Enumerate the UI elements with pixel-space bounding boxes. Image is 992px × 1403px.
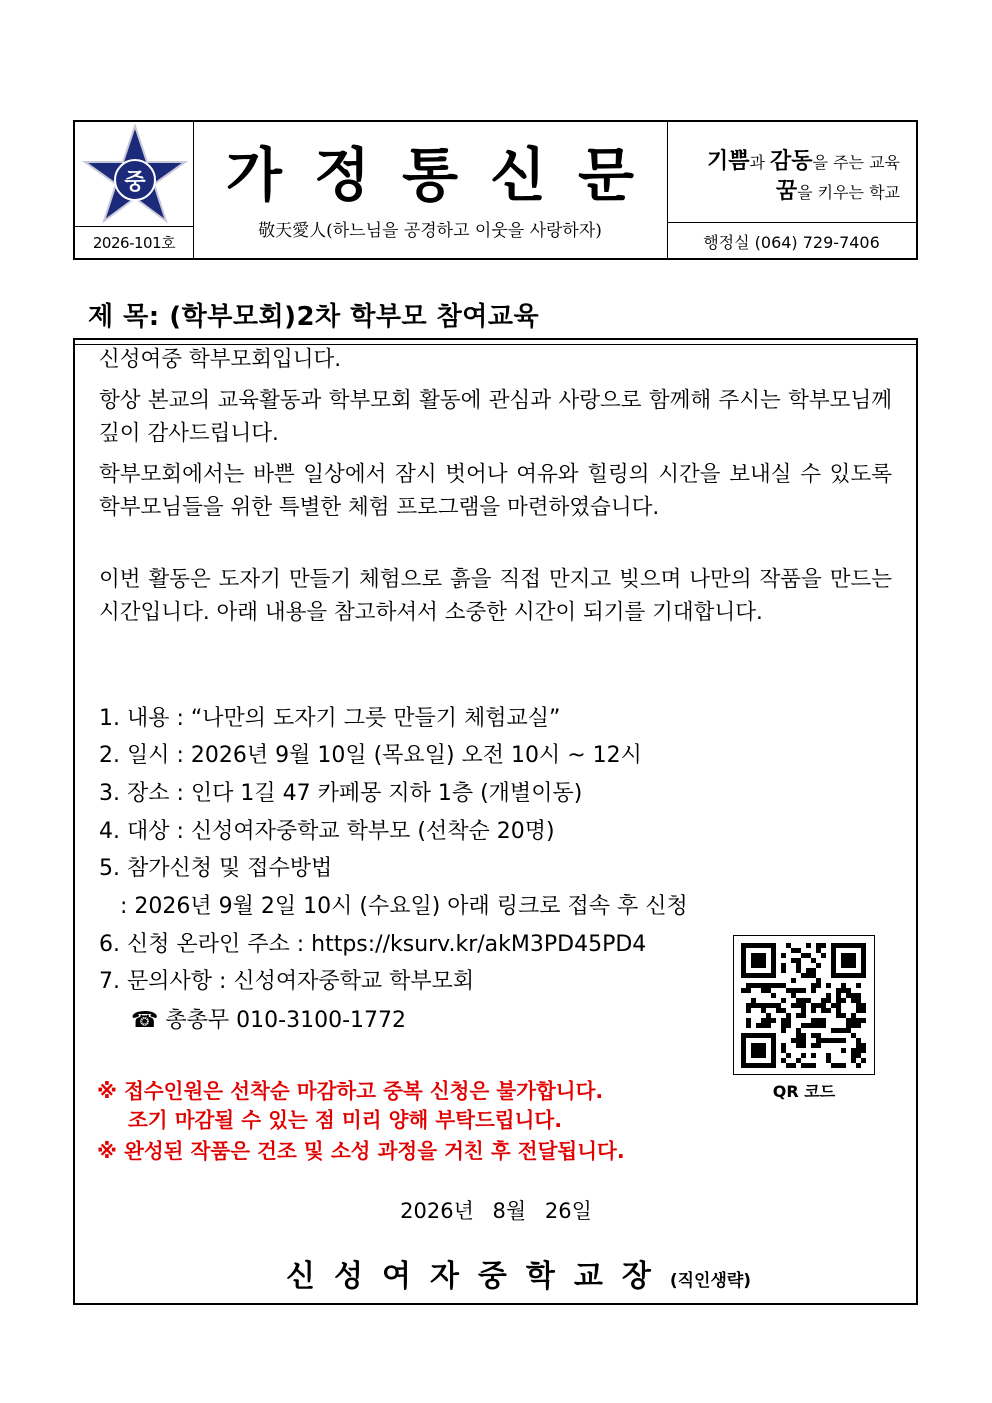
greeting: 신성여중 학부모회입니다.	[99, 347, 342, 372]
qr-code[interactable]	[733, 935, 875, 1075]
slogan-line-2-tail: 을 키우는 학교	[797, 183, 900, 202]
paragraph-1: 항상 본교의 교육활동과 학부모회 활동에 관심과 사랑으로 함께해 주시는 학부모님께 깊이 감사드립니다.	[99, 388, 892, 446]
slogan-cell	[667, 122, 916, 222]
list-item-online-address[interactable]: 6. 신청 온라인 주소 : https://ksurv.kr/akM3PD45PD4	[99, 932, 647, 957]
header-box	[73, 120, 918, 260]
paragraph-3: 이번 활동은 도자기 만들기 체험으로 흙을 직접 만지고 빚으며 나만의 작품을 만드는 시간입니다. 아래 내용을 참고하셔서 소중한 시간이 되기를 기대합니다.	[99, 567, 892, 625]
list-item-target: 4. 대상 : 신성여자중학교 학부모 (선착순 20명)	[99, 819, 555, 844]
list-item-inquiry: 7. 문의사항 : 신성여자중학교 학부모회	[99, 969, 475, 994]
slogan-line-2	[776, 174, 900, 205]
qr-label: QR 코드	[772, 1082, 836, 1101]
logo-cell	[75, 122, 194, 258]
notice-2: ※ 완성된 작품은 건조 및 소성 과정을 거친 후 전달됩니다.	[97, 1139, 625, 1163]
seal-note: (직인생략)	[669, 1271, 752, 1291]
slogan-line-1-tail: 을 주는 교육	[812, 153, 900, 172]
list-item-application: 5. 참가신청 및 접수방법	[99, 856, 333, 881]
slogan-line-1	[707, 144, 900, 175]
qr-code-icon	[734, 936, 873, 1073]
list-item-application-detail: : 2026년 9월 2일 10시 (수요일) 아래 링크로 접속 후 신청	[120, 894, 688, 919]
contact-phone: ☎ 총총무 010-3100-1772	[131, 1008, 406, 1033]
list-item-content: 1. 내용 : “나만의 도자기 그릇 만들기 체험교실”	[99, 706, 561, 731]
office-phone: 행정실 (064) 729-7406	[667, 222, 916, 259]
school-motto: 敬天愛人(하느님을 공경하고 이웃을 사랑하자)	[258, 221, 602, 241]
paragraph-2: 학부모회에서는 바쁜 일상에서 잠시 벗어나 여유와 힐링의 시간을 보내실 수 있도록 학부모님들을 위한 특별한 체험 프로그램을 마련하였습니다.	[99, 462, 892, 520]
notice-1: ※ 접수인원은 선착순 마감하고 중복 신청은 불가합니다.	[97, 1079, 604, 1103]
slogan-connector: 과	[749, 153, 771, 172]
issue-date: 2026년 8월 26일	[400, 1199, 592, 1223]
principal-title: 신성여자중학교장	[286, 1259, 670, 1294]
slogan-word-impression: 감동	[770, 149, 813, 174]
logo-text: 중	[124, 170, 146, 195]
subject-heading: 제 목: (학부모회)2차 학부모 참여교육	[88, 302, 540, 332]
list-item-datetime: 2. 일시 : 2026년 9월 10일 (목요일) 오전 10시 ~ 12시	[99, 743, 642, 768]
slogan-word-dream: 꿈	[775, 179, 798, 204]
issue-number: 2026-101호	[75, 226, 193, 259]
principal-signature	[286, 1251, 751, 1295]
slogan-word-joy: 기쁨	[706, 149, 750, 174]
page-title: 가정통신문	[225, 141, 667, 209]
title-cell	[193, 122, 668, 258]
school-star-logo-icon	[81, 124, 189, 224]
list-item-location: 3. 장소 : 인다 1길 47 카페몽 지하 1층 (개별이동)	[99, 781, 583, 806]
notice-1-continued: 조기 마감될 수 있는 점 미리 양해 부탁드립니다.	[128, 1108, 563, 1132]
